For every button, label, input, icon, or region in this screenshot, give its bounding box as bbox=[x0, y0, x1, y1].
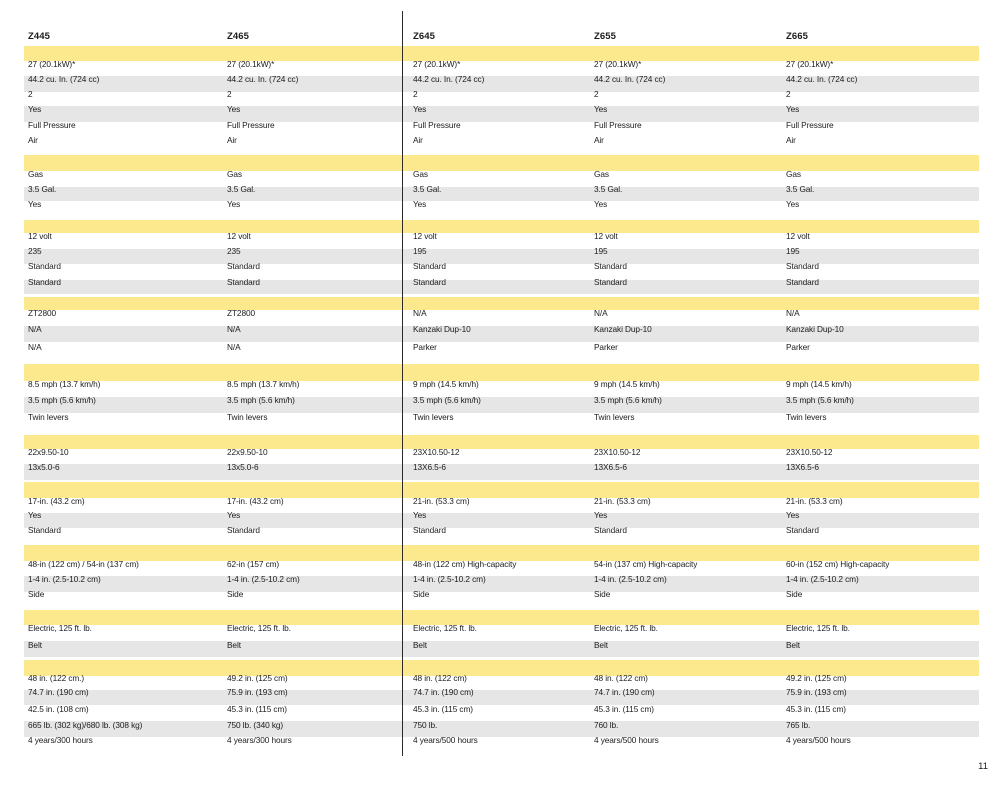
spec-cell-z645: 2 bbox=[413, 89, 418, 99]
spec-cell-z465: 45.3 in. (115 cm) bbox=[227, 704, 287, 714]
spec-cell-z655: Yes bbox=[594, 104, 608, 114]
model-header-z445: Z445 bbox=[28, 31, 51, 42]
spec-cell-z445: Full Pressure bbox=[28, 120, 76, 130]
spec-cell-z645: 48-in (122 cm) High-capacity bbox=[413, 559, 517, 569]
spec-cell-z655: Yes bbox=[594, 199, 608, 209]
spec-cell-z445: 8.5 mph (13.7 km/h) bbox=[28, 379, 101, 389]
model-header-z665: Z665 bbox=[786, 31, 809, 42]
spec-cell-z465: 3.5 mph (5.6 km/h) bbox=[227, 395, 295, 405]
spec-cell-z655: 45.3 in. (115 cm) bbox=[594, 704, 654, 714]
spec-cell-z665: Air bbox=[786, 135, 796, 145]
spec-cell-z655: 760 lb. bbox=[594, 720, 619, 730]
spec-cell-z445: 3.5 Gal. bbox=[28, 184, 57, 194]
spec-row bbox=[0, 624, 1000, 634]
spec-cell-z465: ZT2800 bbox=[227, 308, 255, 318]
spec-cell-z665: Gas bbox=[786, 169, 801, 179]
section-band bbox=[24, 435, 979, 449]
spec-cell-z465: 17-in. (43.2 cm) bbox=[227, 496, 284, 506]
spec-cell-z655: Twin levers bbox=[594, 412, 635, 422]
spec-cell-z655: Standard bbox=[594, 525, 627, 535]
spec-row bbox=[0, 736, 1000, 746]
spec-cell-z665: 45.3 in. (115 cm) bbox=[786, 704, 846, 714]
spec-cell-z445: Electric, 125 ft. lb. bbox=[28, 623, 92, 633]
spec-cell-z655: 195 bbox=[594, 246, 608, 256]
spec-row bbox=[0, 497, 1000, 507]
spec-cell-z465: 27 (20.1kW)* bbox=[227, 59, 275, 69]
spec-cell-z665: Electric, 125 ft. lb. bbox=[786, 623, 850, 633]
spec-cell-z665: 765 lb. bbox=[786, 720, 811, 730]
spec-cell-z465: 2 bbox=[227, 89, 232, 99]
spec-row bbox=[0, 247, 1000, 257]
spec-cell-z645: Kanzaki Dup-10 bbox=[413, 324, 471, 334]
spec-cell-z465: 8.5 mph (13.7 km/h) bbox=[227, 379, 300, 389]
spec-cell-z645: 750 lb. bbox=[413, 720, 438, 730]
spec-cell-z655: 4 years/500 hours bbox=[594, 735, 659, 745]
spec-cell-z665: Twin levers bbox=[786, 412, 827, 422]
spec-cell-z655: 21-in. (53.3 cm) bbox=[594, 496, 651, 506]
spec-cell-z465: Electric, 125 ft. lb. bbox=[227, 623, 291, 633]
spec-cell-z465: N/A bbox=[227, 342, 241, 352]
spec-cell-z645: Yes bbox=[413, 510, 427, 520]
spec-cell-z465: Twin levers bbox=[227, 412, 268, 422]
spec-cell-z665: 2 bbox=[786, 89, 791, 99]
spec-cell-z655: Air bbox=[594, 135, 604, 145]
spec-cell-z665: Full Pressure bbox=[786, 120, 834, 130]
spec-cell-z445: 48 in. (122 cm.) bbox=[28, 673, 85, 683]
spec-cell-z445: Gas bbox=[28, 169, 43, 179]
spec-cell-z655: 12 volt bbox=[594, 231, 618, 241]
spec-cell-z445: Yes bbox=[28, 510, 42, 520]
model-header-z645: Z645 bbox=[413, 31, 436, 42]
spec-cell-z665: 21-in. (53.3 cm) bbox=[786, 496, 843, 506]
spec-cell-z665: 60-in (152 cm) High-capacity bbox=[786, 559, 890, 569]
spec-cell-z655: Parker bbox=[594, 342, 618, 352]
spec-row bbox=[0, 641, 1000, 651]
spec-cell-z465: Yes bbox=[227, 510, 241, 520]
spec-cell-z445: ZT2800 bbox=[28, 308, 56, 318]
spec-row bbox=[0, 60, 1000, 70]
spec-cell-z445: 235 bbox=[28, 246, 42, 256]
spec-cell-z645: Standard bbox=[413, 261, 446, 271]
spec-cell-z665: 49.2 in. (125 cm) bbox=[786, 673, 847, 683]
spec-cell-z645: Twin levers bbox=[413, 412, 454, 422]
spec-cell-z645: 48 in. (122 cm) bbox=[413, 673, 467, 683]
spec-cell-z645: Yes bbox=[413, 199, 427, 209]
spec-cell-z445: 74.7 in. (190 cm) bbox=[28, 687, 89, 697]
spec-cell-z465: N/A bbox=[227, 324, 241, 334]
spec-cell-z445: Twin levers bbox=[28, 412, 69, 422]
spec-cell-z445: N/A bbox=[28, 324, 42, 334]
spec-cell-z445: 4 years/300 hours bbox=[28, 735, 93, 745]
spec-cell-z645: 45.3 in. (115 cm) bbox=[413, 704, 473, 714]
spec-cell-z645: 3.5 Gal. bbox=[413, 184, 442, 194]
spec-cell-z645: Gas bbox=[413, 169, 428, 179]
spec-cell-z655: Kanzaki Dup-10 bbox=[594, 324, 652, 334]
spec-cell-z665: 12 volt bbox=[786, 231, 810, 241]
spec-cell-z465: Standard bbox=[227, 277, 260, 287]
spec-row bbox=[0, 90, 1000, 100]
spec-cell-z645: Air bbox=[413, 135, 423, 145]
spec-row bbox=[0, 232, 1000, 242]
spec-cell-z645: Standard bbox=[413, 277, 446, 287]
spec-row bbox=[0, 325, 1000, 335]
spec-cell-z445: 2 bbox=[28, 89, 33, 99]
spec-row bbox=[0, 674, 1000, 684]
spec-row bbox=[0, 343, 1000, 353]
spec-cell-z665: 195 bbox=[786, 246, 800, 256]
spec-cell-z655: 48 in. (122 cm) bbox=[594, 673, 648, 683]
spec-cell-z645: Side bbox=[413, 589, 430, 599]
spec-cell-z665: Standard bbox=[786, 277, 819, 287]
spec-cell-z645: 21-in. (53.3 cm) bbox=[413, 496, 470, 506]
spec-cell-z655: 9 mph (14.5 km/h) bbox=[594, 379, 660, 389]
spec-cell-z465: Full Pressure bbox=[227, 120, 275, 130]
spec-row bbox=[0, 590, 1000, 600]
spec-cell-z465: Belt bbox=[227, 640, 241, 650]
spec-cell-z645: 195 bbox=[413, 246, 427, 256]
spec-cell-z645: 9 mph (14.5 km/h) bbox=[413, 379, 479, 389]
spec-row bbox=[0, 396, 1000, 406]
spec-row bbox=[0, 575, 1000, 585]
spec-cell-z665: 13X6.5-6 bbox=[786, 462, 819, 472]
spec-cell-z665: 44.2 cu. In. (724 cc) bbox=[786, 74, 858, 84]
spec-cell-z655: Standard bbox=[594, 277, 627, 287]
spec-cell-z645: 27 (20.1kW)* bbox=[413, 59, 461, 69]
model-header-z655: Z655 bbox=[594, 31, 617, 42]
spec-cell-z465: Standard bbox=[227, 525, 260, 535]
spec-row bbox=[0, 170, 1000, 180]
spec-cell-z645: 23X10.50-12 bbox=[413, 447, 460, 457]
spec-cell-z655: 74.7 in. (190 cm) bbox=[594, 687, 655, 697]
spec-cell-z445: 44.2 cu. In. (724 cc) bbox=[28, 74, 100, 84]
spec-cell-z665: 1-4 in. (2.5-10.2 cm) bbox=[786, 574, 859, 584]
spec-row bbox=[0, 185, 1000, 195]
spec-row bbox=[0, 136, 1000, 146]
spec-cell-z445: Air bbox=[28, 135, 38, 145]
spec-row bbox=[0, 721, 1000, 731]
spec-cell-z655: 2 bbox=[594, 89, 599, 99]
spec-cell-z465: Yes bbox=[227, 104, 241, 114]
model-header-row bbox=[0, 31, 1000, 43]
spec-cell-z655: 13X6.5-6 bbox=[594, 462, 627, 472]
spec-cell-z465: Gas bbox=[227, 169, 242, 179]
spec-cell-z645: Full Pressure bbox=[413, 120, 461, 130]
spec-cell-z465: Yes bbox=[227, 199, 241, 209]
spec-cell-z445: Side bbox=[28, 589, 45, 599]
spec-cell-z665: 3.5 Gal. bbox=[786, 184, 815, 194]
spec-cell-z445: 42.5 in. (108 cm) bbox=[28, 704, 89, 714]
spec-row bbox=[0, 463, 1000, 473]
spec-row bbox=[0, 560, 1000, 570]
spec-cell-z655: N/A bbox=[594, 308, 608, 318]
spec-cell-z445: 48-in (122 cm) / 54-in (137 cm) bbox=[28, 559, 139, 569]
spec-cell-z445: Standard bbox=[28, 277, 61, 287]
spec-cell-z655: 1-4 in. (2.5-10.2 cm) bbox=[594, 574, 667, 584]
spec-cell-z445: N/A bbox=[28, 342, 42, 352]
spec-row bbox=[0, 511, 1000, 521]
section-band bbox=[24, 46, 979, 61]
spec-row bbox=[0, 278, 1000, 288]
spec-cell-z445: Belt bbox=[28, 640, 42, 650]
spec-row bbox=[0, 121, 1000, 131]
spec-row bbox=[0, 413, 1000, 423]
spec-cell-z445: 17-in. (43.2 cm) bbox=[28, 496, 85, 506]
spec-cell-z445: 1-4 in. (2.5-10.2 cm) bbox=[28, 574, 101, 584]
spec-cell-z465: Side bbox=[227, 589, 244, 599]
spec-cell-z665: Yes bbox=[786, 199, 800, 209]
spec-row bbox=[0, 105, 1000, 115]
spec-cell-z465: 12 volt bbox=[227, 231, 251, 241]
spec-cell-z655: Full Pressure bbox=[594, 120, 642, 130]
spec-cell-z665: Side bbox=[786, 589, 803, 599]
spec-cell-z665: Belt bbox=[786, 640, 800, 650]
spec-cell-z465: Air bbox=[227, 135, 237, 145]
spec-cell-z645: N/A bbox=[413, 308, 427, 318]
spec-cell-z665: Parker bbox=[786, 342, 810, 352]
spec-cell-z465: 750 lb. (340 kg) bbox=[227, 720, 284, 730]
spec-row bbox=[0, 75, 1000, 85]
spec-cell-z645: 4 years/500 hours bbox=[413, 735, 478, 745]
spec-cell-z465: 49.2 in. (125 cm) bbox=[227, 673, 288, 683]
spec-cell-z645: 44.2 cu. In. (724 cc) bbox=[413, 74, 485, 84]
spec-cell-z645: 13X6.5-6 bbox=[413, 462, 446, 472]
spec-cell-z655: Standard bbox=[594, 261, 627, 271]
spec-cell-z445: 22x9.50-10 bbox=[28, 447, 69, 457]
spec-cell-z465: 235 bbox=[227, 246, 241, 256]
spec-cell-z655: 3.5 mph (5.6 km/h) bbox=[594, 395, 662, 405]
spec-cell-z465: 13x5.0-6 bbox=[227, 462, 259, 472]
spec-cell-z655: Side bbox=[594, 589, 611, 599]
spec-row bbox=[0, 705, 1000, 715]
spec-cell-z665: Standard bbox=[786, 261, 819, 271]
spec-cell-z645: Parker bbox=[413, 342, 437, 352]
spec-cell-z665: 3.5 mph (5.6 km/h) bbox=[786, 395, 854, 405]
spec-row bbox=[0, 200, 1000, 210]
spec-cell-z665: N/A bbox=[786, 308, 800, 318]
spec-cell-z655: 3.5 Gal. bbox=[594, 184, 623, 194]
spec-cell-z445: 665 lb. (302 kg)/680 lb. (308 kg) bbox=[28, 720, 143, 730]
page-number: 11 bbox=[978, 761, 988, 772]
spec-row bbox=[0, 688, 1000, 698]
spec-cell-z665: 23X10.50-12 bbox=[786, 447, 833, 457]
spec-cell-z465: 62-in (157 cm) bbox=[227, 559, 280, 569]
spec-cell-z445: Yes bbox=[28, 199, 42, 209]
spec-cell-z445: 13x5.0-6 bbox=[28, 462, 60, 472]
spec-row bbox=[0, 262, 1000, 272]
spec-cell-z465: 75.9 in. (193 cm) bbox=[227, 687, 288, 697]
spec-cell-z445: Standard bbox=[28, 525, 61, 535]
spec-cell-z645: Belt bbox=[413, 640, 427, 650]
spec-cell-z665: Yes bbox=[786, 104, 800, 114]
spec-cell-z655: 23X10.50-12 bbox=[594, 447, 641, 457]
spec-row bbox=[0, 380, 1000, 390]
spec-row bbox=[0, 448, 1000, 458]
spec-cell-z445: Standard bbox=[28, 261, 61, 271]
spec-cell-z465: 3.5 Gal. bbox=[227, 184, 256, 194]
spec-cell-z465: Standard bbox=[227, 261, 260, 271]
spec-cell-z645: 74.7 in. (190 cm) bbox=[413, 687, 474, 697]
spec-cell-z665: 75.9 in. (193 cm) bbox=[786, 687, 847, 697]
model-header-z465: Z465 bbox=[227, 31, 250, 42]
spec-cell-z655: Electric, 125 ft. lb. bbox=[594, 623, 658, 633]
spec-cell-z665: Standard bbox=[786, 525, 819, 535]
spec-cell-z655: Yes bbox=[594, 510, 608, 520]
spec-cell-z655: Belt bbox=[594, 640, 608, 650]
spec-cell-z645: 1-4 in. (2.5-10.2 cm) bbox=[413, 574, 486, 584]
spec-cell-z465: 44.2 cu. In. (724 cc) bbox=[227, 74, 299, 84]
spec-row bbox=[0, 526, 1000, 536]
section-band bbox=[24, 155, 979, 171]
spec-row bbox=[0, 309, 1000, 319]
spec-cell-z665: 27 (20.1kW)* bbox=[786, 59, 834, 69]
spec-cell-z465: 4 years/300 hours bbox=[227, 735, 292, 745]
spec-cell-z445: 3.5 mph (5.6 km/h) bbox=[28, 395, 96, 405]
spec-cell-z645: Standard bbox=[413, 525, 446, 535]
spec-cell-z655: 27 (20.1kW)* bbox=[594, 59, 642, 69]
spec-cell-z665: Yes bbox=[786, 510, 800, 520]
spec-cell-z665: 4 years/500 hours bbox=[786, 735, 851, 745]
spec-cell-z645: Electric, 125 ft. lb. bbox=[413, 623, 477, 633]
spec-cell-z445: 27 (20.1kW)* bbox=[28, 59, 76, 69]
spec-cell-z665: 9 mph (14.5 km/h) bbox=[786, 379, 852, 389]
spec-cell-z445: Yes bbox=[28, 104, 42, 114]
spec-cell-z465: 22x9.50-10 bbox=[227, 447, 268, 457]
spec-cell-z445: 12 volt bbox=[28, 231, 52, 241]
spec-cell-z665: Kanzaki Dup-10 bbox=[786, 324, 844, 334]
spec-cell-z655: 54-in (137 cm) High-capacity bbox=[594, 559, 698, 569]
spec-cell-z655: 44.2 cu. In. (724 cc) bbox=[594, 74, 666, 84]
spec-cell-z645: 3.5 mph (5.6 km/h) bbox=[413, 395, 481, 405]
spec-cell-z655: Gas bbox=[594, 169, 609, 179]
spec-cell-z645: 12 volt bbox=[413, 231, 437, 241]
spec-cell-z465: 1-4 in. (2.5-10.2 cm) bbox=[227, 574, 300, 584]
spec-cell-z645: Yes bbox=[413, 104, 427, 114]
